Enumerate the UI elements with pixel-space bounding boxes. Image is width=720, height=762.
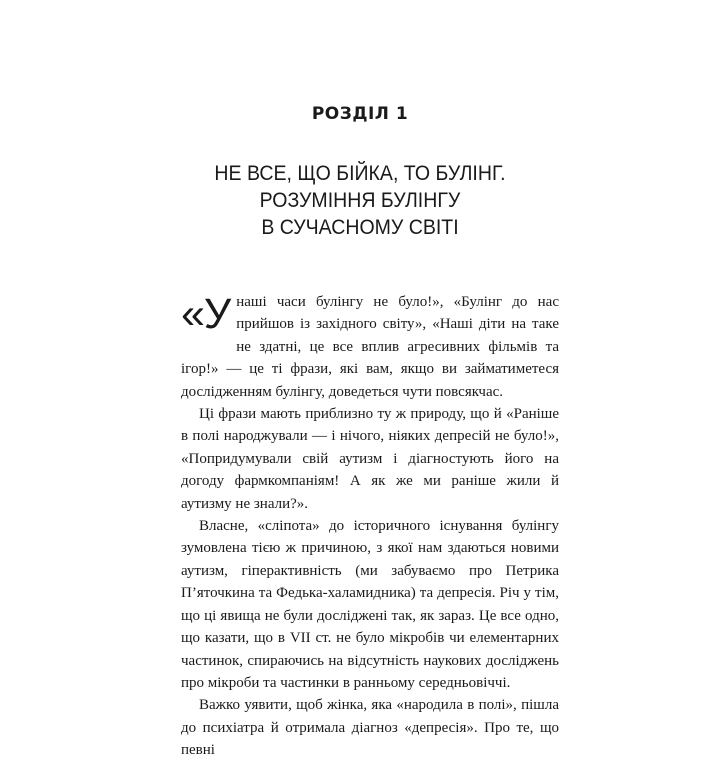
chapter-title-line: РОЗУМІННЯ БУЛІНГУ <box>259 189 461 212</box>
paragraph-text: наші часи булінгу не було!», «Булінг до нас прийшов із західного світу», «Наші діти на таке не здатні, це все вплив агресивних фільмів та ігор!» — це ті фрази, які вам, якщо ви займатиметеся дослідженням булінгу, доведеться чути повсякчас. <box>181 294 559 400</box>
paragraph: Ці фрази мають приблизно ту ж природу, що й «Раніше в полі народжували — і нічого, ніяких депресій не було!», «Попридумували свій аутизм і діагностують його на догоду фармкомпаніям! А як же ми раніше жили й аутизму не знали?». <box>181 406 559 512</box>
chapter-title-line: НЕ ВСЕ, ЩО БІЙКА, ТО БУЛІНГ. <box>214 162 506 185</box>
paragraph <box>181 291 559 403</box>
paragraph: Власне, «сліпота» до історичного існування булінгу зумовлена тією ж причиною, з якої нам здаються новими аутизм, гіперактивність (ми забуваємо про Петрика П’яточкина та Федька-халамидника) та депресія. Річ у тім, що ці явища не були досліджені так, як зараз. Це все одно, що казати, що в VII ст. не було мікробів чи елементарних частинок, спираючись на відсутність наукових досліджень про мікроби та частинки в ранньому середньовіччі. <box>181 518 559 691</box>
chapter-label: РОЗДІЛ 1 <box>311 104 409 124</box>
paragraph: Важко уявити, щоб жінка, яка «народила в полі», пішла до психіатра й отримала діагноз «депресія». Про те, що певні <box>181 697 559 759</box>
chapter-title <box>25 160 695 241</box>
drop-cap: «У <box>181 290 231 338</box>
chapter-title-line: В СУЧАСНОМУ СВІТІ <box>261 216 459 239</box>
body-text <box>181 291 559 762</box>
